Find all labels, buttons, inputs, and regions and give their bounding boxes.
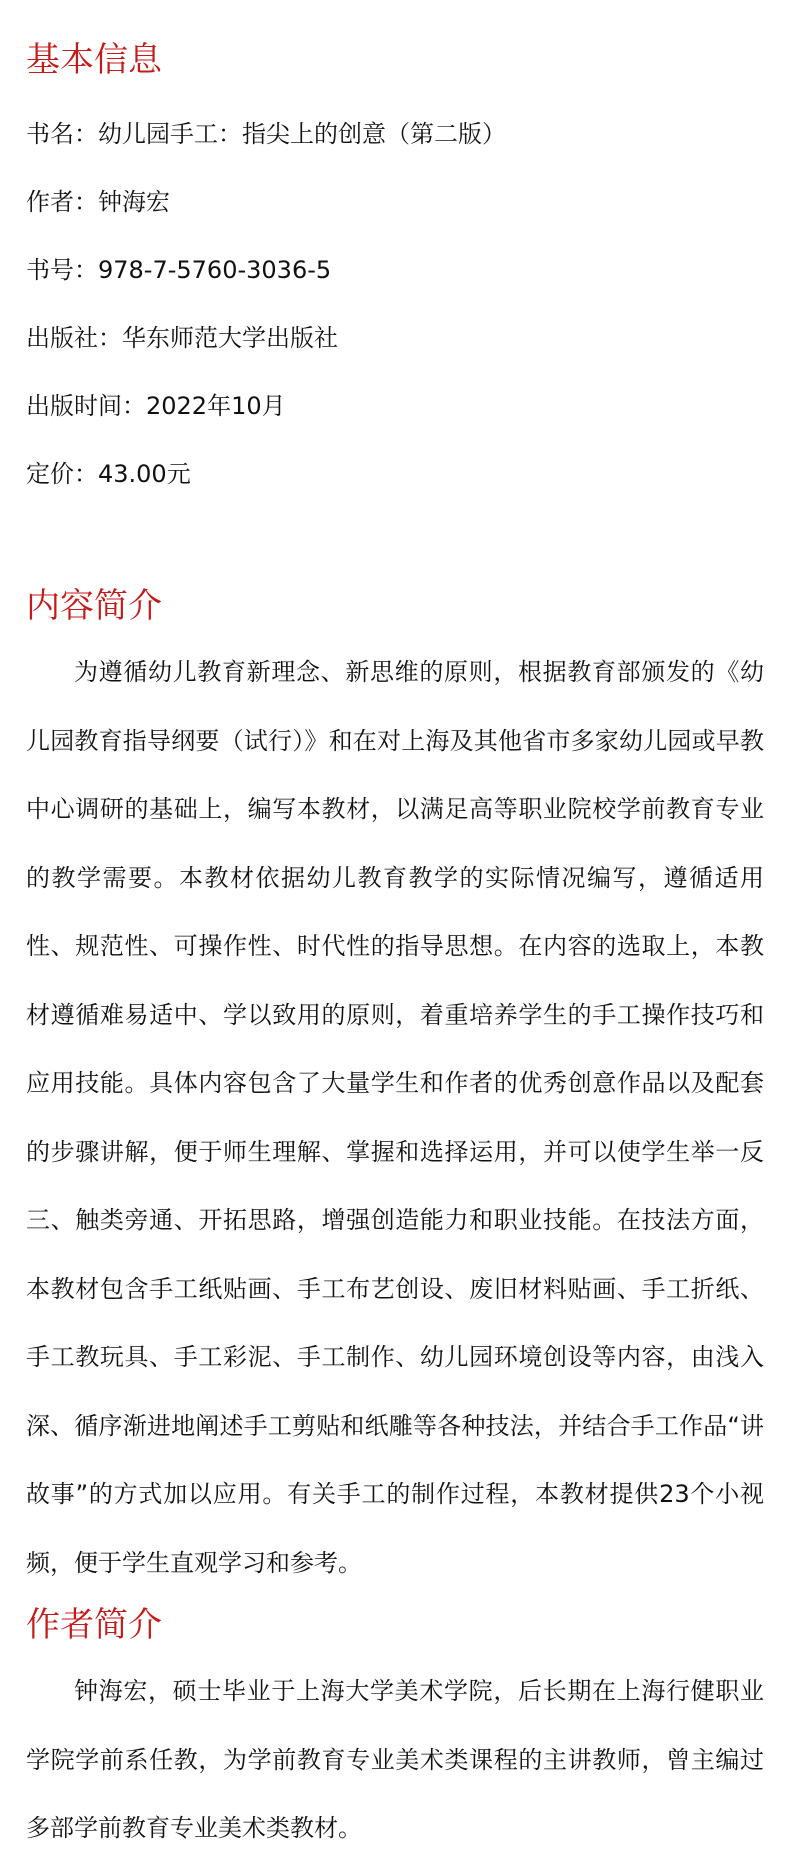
basic-info-heading: 基本信息 [26,40,162,80]
book-isbn-line: 书号：978-7-5760-3036-5 [26,256,332,284]
summary-section [26,584,764,1597]
book-author-line: 作者：钟海宏 [26,188,170,216]
book-publish-date-line: 出版时间：2022年10月 [26,392,286,420]
basic-info-section [26,38,764,526]
basic-info-list [26,118,764,490]
author-section [26,1603,764,1863]
summary-paragraph: 为遵循幼儿教育新理念、新思维的原则，根据教育部颁发的《幼儿园教育指导纲要（试行）》和在对上海及其他省市多家幼儿园或早教中心调研的基础上，编写本教材，以满足高等职业院校学前教育专业的教学需要。本教材依据幼儿教育教学的实际情况编写，遵循适用性、规范性、可操作性、时代性的指导思想。在内容的选取上，本教材遵循难易适中、学以致用的原则，着重培养学生的手工操作技巧和应用技能。具体内容包含了大量学生和作者的优秀创意作品以及配套的步骤讲解，便于师生理解、掌握和选择运用，并可以使学生举一反三、触类旁通、开拓思路，增强创造能力和职业技能。在技法方面，本教材包含手工纸贴画、手工布艺创设、废旧材料贴画、手工折纸、手工教玩具、手工彩泥、手工制作、幼儿园环境创设等内容，由浅入深、循序渐进地阐述手工剪贴和纸雕等各种技法，并结合手工作品“讲故事”的方式加以应用。有关手工的制作过程，本教材提供23个小视频，便于学生直观学习和参考。 [26,658,764,1577]
summary-heading: 内容简介 [26,586,162,626]
book-publisher-line: 出版社：华东师范大学出版社 [26,324,338,352]
author-paragraph: 钟海宏，硕士毕业于上海大学美术学院，后长期在上海行健职业学院学前系任教，为学前教育专业美术类课程的主讲教师，曾主编过多部学前教育专业美术类教材。 [26,1677,764,1842]
book-price-line: 定价：43.00元 [26,460,191,488]
author-heading: 作者简介 [26,1605,162,1645]
book-title-line: 书名：幼儿园手工：指尖上的创意（第二版） [26,120,506,148]
